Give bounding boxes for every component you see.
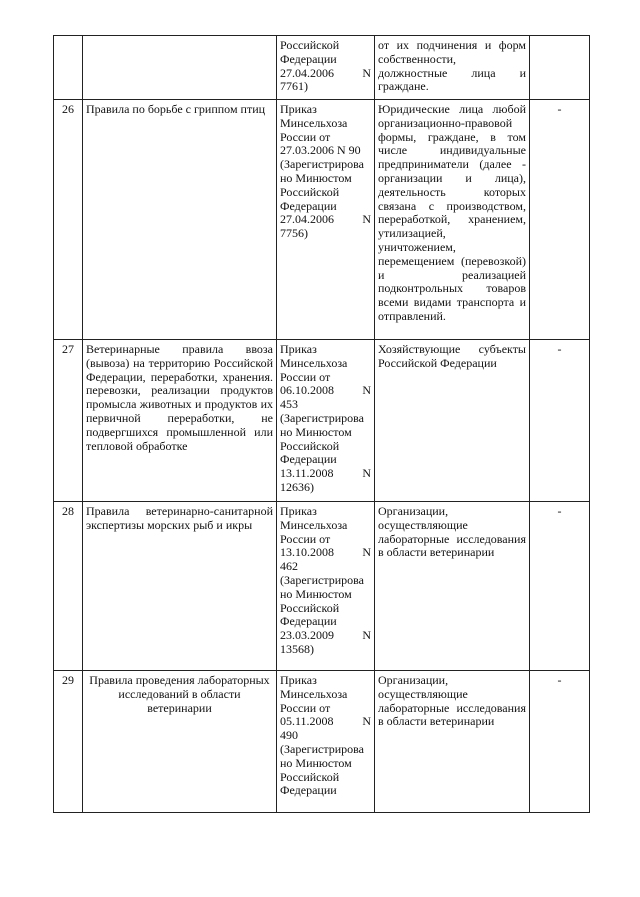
legal-act-line: Российской (280, 184, 340, 199)
legal-act (277, 340, 375, 502)
note: - (530, 502, 590, 671)
legal-act-line: 7756) (280, 226, 308, 241)
legal-act-line: но Минюстом (280, 586, 352, 601)
legal-act-line: 27.04.2006 N (280, 212, 371, 227)
legal-act-line: Минсельхоза (280, 686, 348, 701)
legal-act-line: 490 (280, 728, 298, 743)
legal-act-line: Федерации (280, 783, 337, 798)
legal-act-line: Приказ (280, 102, 317, 116)
rule-title: Правила проведения лабораторных исследований в области ветеринарии (83, 671, 277, 813)
legal-act-line: Минсельхоза (280, 517, 348, 532)
table-row (54, 36, 590, 100)
legal-act-line: Российской (280, 769, 340, 784)
legal-act-line: 05.11.2008 N (280, 714, 371, 729)
legal-act-line: Российской (280, 600, 340, 615)
legal-act-line: 7761) (280, 79, 308, 94)
legal-act-line: России от (280, 531, 331, 546)
row-number: 28 (54, 502, 83, 671)
rule-title (83, 36, 277, 100)
subjects: Организации, осуществляющие лабораторные исследования в области ветеринарии (375, 671, 530, 813)
table-row (54, 100, 590, 340)
subjects: Организации, осуществляющие лабораторные исследования в области ветеринарии (375, 502, 530, 671)
rule-title: Ветеринарные правила ввоза (вывоза) на территорию Российской Федерации, переработки, хранения. перевозки, реализации продуктов промысла животных и продуктов их первичной переработки, не подвергшихся промышленной или тепловой обработке (83, 340, 277, 502)
legal-act-line: России от (280, 129, 331, 144)
legal-act (277, 502, 375, 671)
legal-act-line: 13568) (280, 641, 314, 656)
legal-act-line: 453 (280, 397, 298, 412)
legal-act-line: 23.03.2009 N (280, 628, 371, 643)
legal-act (277, 36, 375, 100)
legal-act-line: Минсельхоза (280, 355, 348, 370)
legal-act-line: Приказ (280, 504, 317, 518)
legal-act-line: (Зарегистрирова (280, 741, 364, 756)
legal-act-line: Российской (280, 438, 340, 453)
note: - (530, 340, 590, 502)
legal-act-line: России от (280, 369, 331, 384)
legal-act-line: 27.04.2006 N (280, 65, 371, 80)
regulations-table (53, 35, 590, 813)
legal-act (277, 671, 375, 813)
subjects: Хозяйствующие субъекты Российской Федерации (375, 340, 530, 502)
legal-act-line: Приказ (280, 673, 317, 687)
legal-act-line: Приказ (280, 342, 317, 356)
legal-act-line: Федерации (280, 452, 337, 467)
legal-act-line: Федерации (280, 51, 337, 66)
subjects: от их подчинения и форм собственности, должностные лица и граждане. (375, 36, 530, 100)
legal-act-line: Федерации (280, 198, 337, 213)
table-row (54, 502, 590, 671)
legal-act (277, 100, 375, 340)
legal-act-line: 13.11.2008 N (280, 466, 371, 481)
row-number: 27 (54, 340, 83, 502)
note: - (530, 671, 590, 813)
legal-act-line: (Зарегистрирова (280, 572, 364, 587)
legal-act-line: но Минюстом (280, 755, 352, 770)
row-number: 26 (54, 100, 83, 340)
table-row (54, 340, 590, 502)
legal-act-line: Федерации (280, 614, 337, 629)
table-row (54, 671, 590, 813)
legal-act-line: Российской (280, 38, 340, 52)
legal-act-line: но Минюстом (280, 424, 352, 439)
legal-act-line: (Зарегистрирова (280, 157, 364, 172)
rule-title: Правила по борьбе с гриппом птиц (83, 100, 277, 340)
note: - (530, 100, 590, 340)
legal-act-line: 12636) (280, 479, 314, 494)
legal-act-line: Минсельхоза (280, 115, 348, 130)
note (530, 36, 590, 100)
legal-act-line: 27.03.2006 N 90 (280, 143, 361, 158)
legal-act-line: 13.10.2008 N (280, 545, 371, 560)
row-number (54, 36, 83, 100)
legal-act-line: 462 (280, 559, 298, 574)
legal-act-line: России от (280, 700, 331, 715)
legal-act-line: 06.10.2008 N (280, 383, 371, 398)
rule-title: Правила ветеринарно-санитарной экспертизы морских рыб и икры (83, 502, 277, 671)
subjects: Юридические лица любой организационно-правовой формы, граждане, в том числе индивидуальные предприниматели (далее - организации и лица), деятельность которых связана с производством, переработкой, хранением, утилизацией, уничтожением, перемещением (перевозкой) и реализацией подконтрольных товаров всеми видами транспорта и отправлений. (375, 100, 530, 340)
legal-act-line: но Минюстом (280, 170, 352, 185)
row-number: 29 (54, 671, 83, 813)
legal-act-line: (Зарегистрирова (280, 410, 364, 425)
